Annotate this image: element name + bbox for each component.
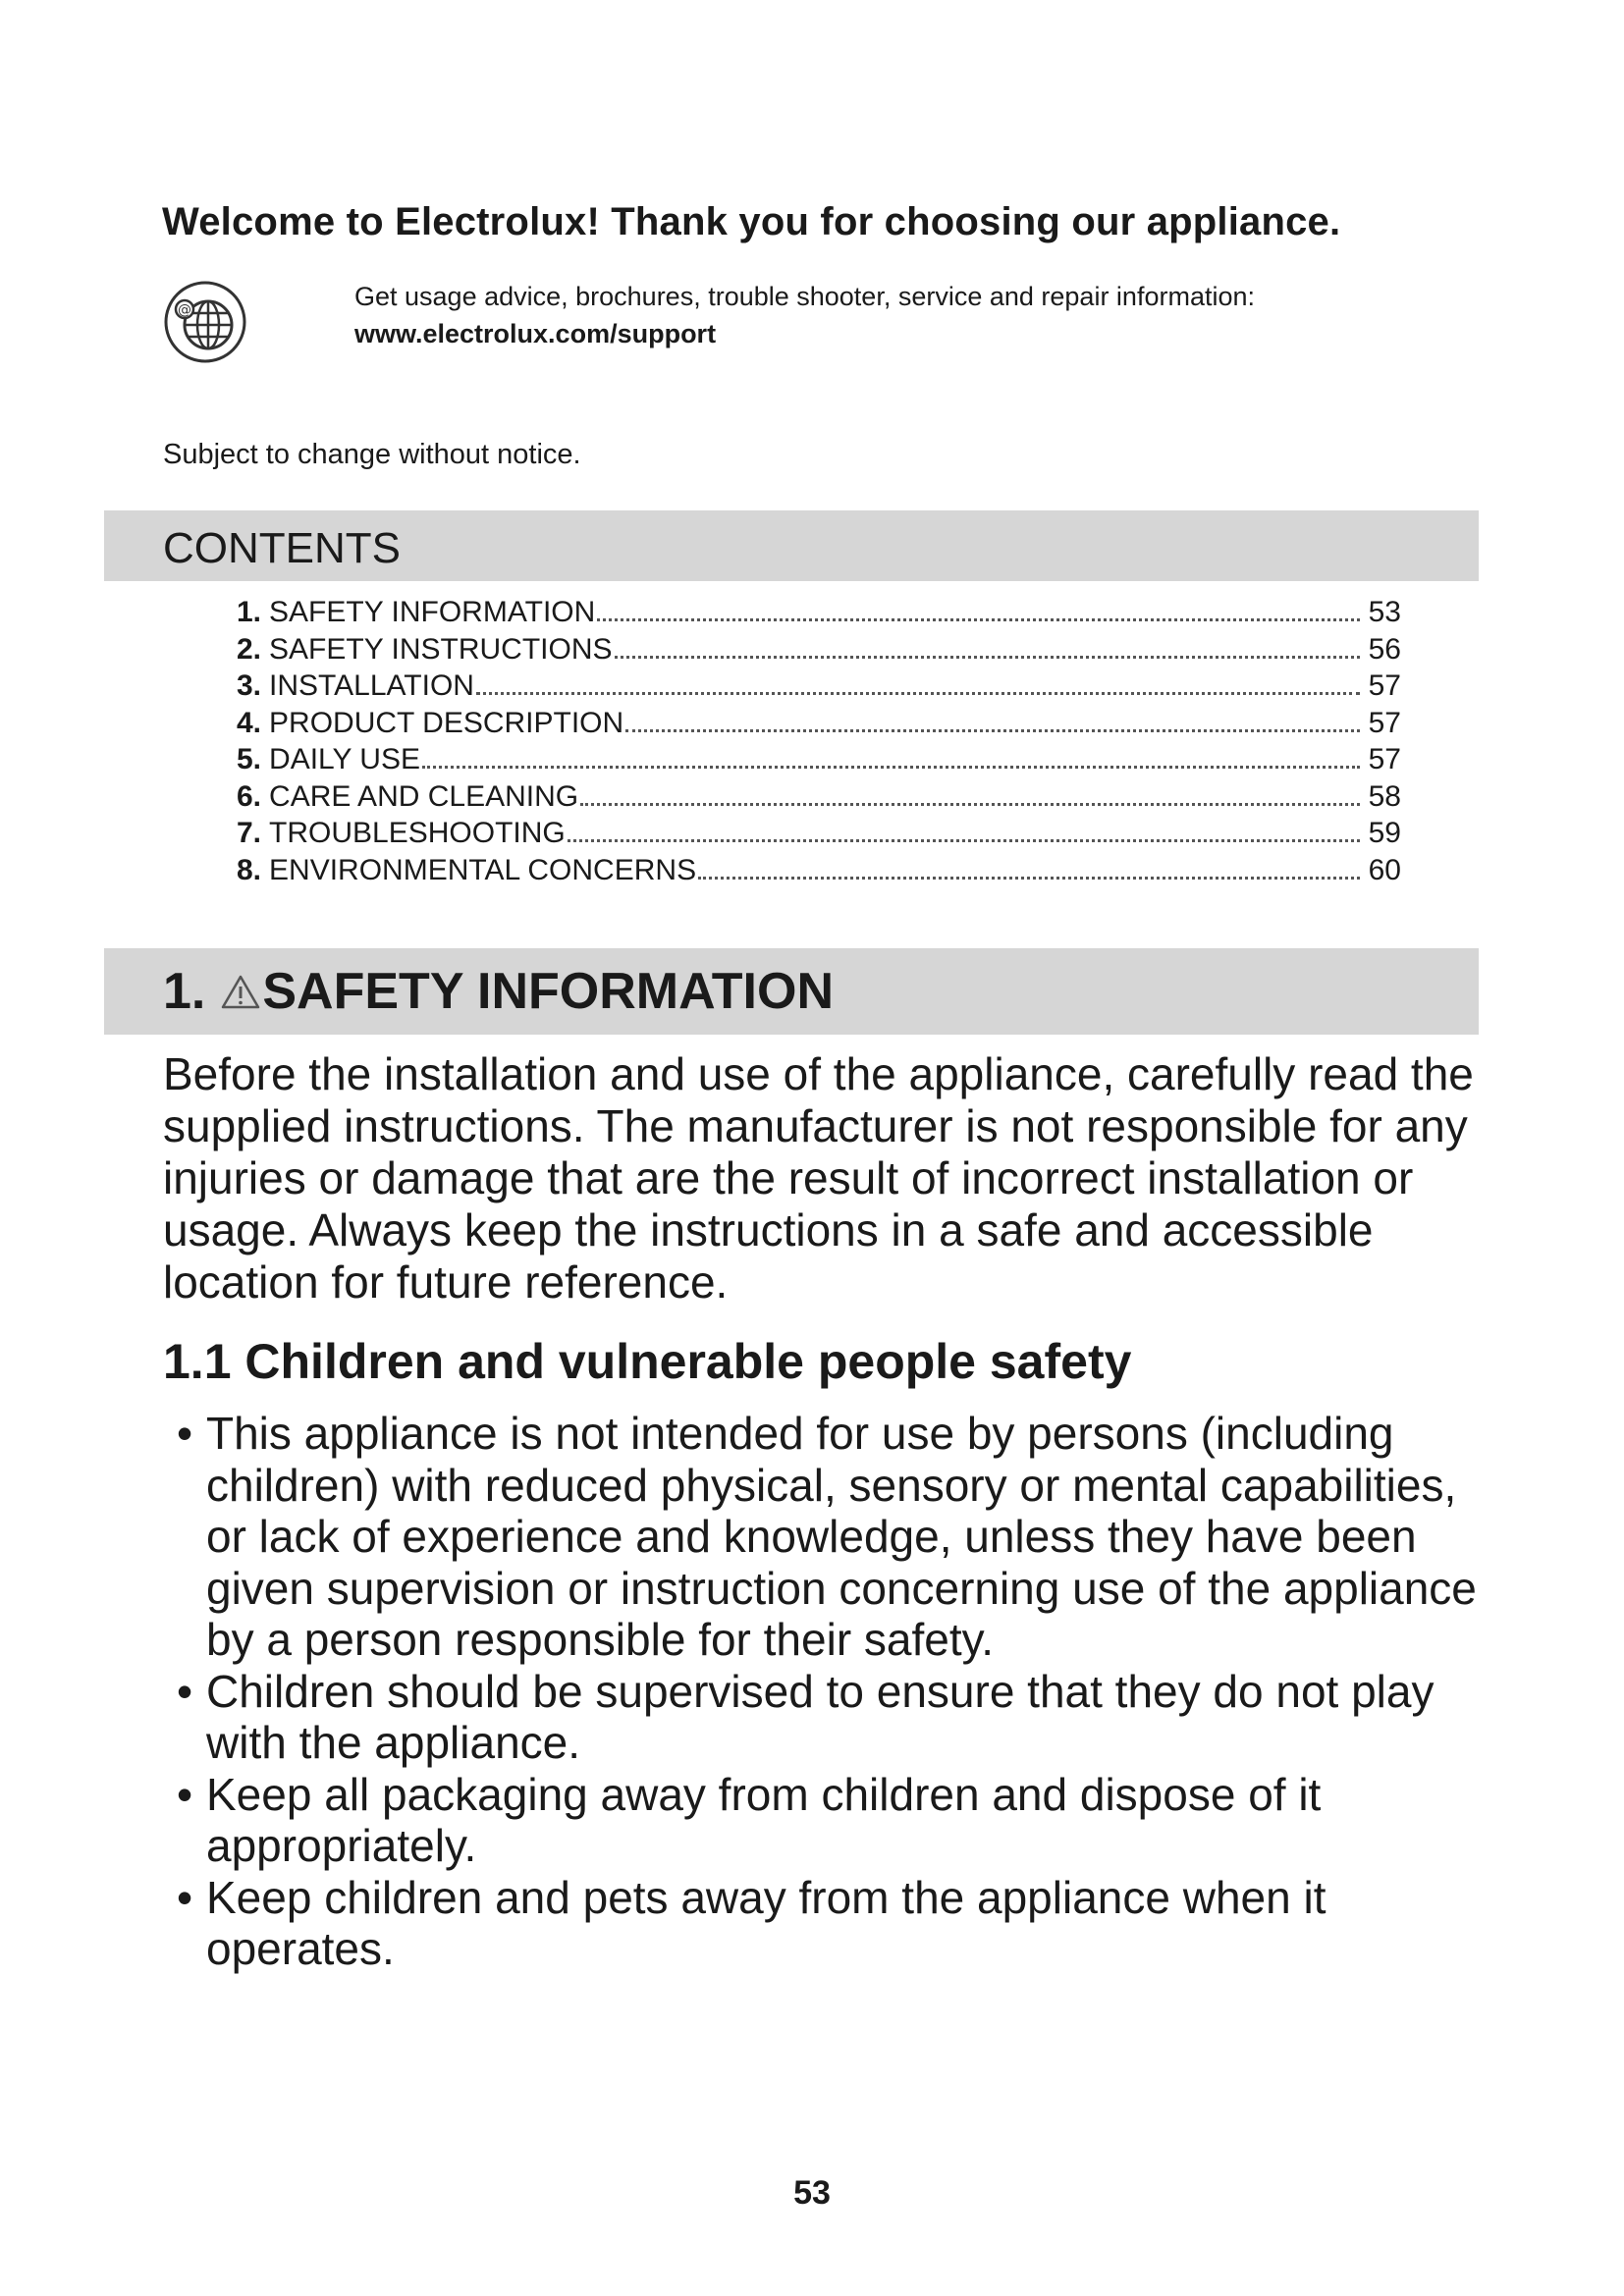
safety-heading [163, 962, 834, 1021]
toc-item-page: 59 [1368, 817, 1401, 849]
change-notice: Subject to change without notice. [163, 439, 581, 470]
toc-item[interactable] [237, 707, 1401, 744]
contents-band [104, 510, 1479, 581]
toc-item-label: TROUBLESHOOTING [269, 817, 566, 849]
toc-item-page: 57 [1368, 743, 1401, 775]
page-number: 53 [793, 2174, 831, 2212]
toc-item-page: 57 [1368, 706, 1401, 739]
toc-item-page: 56 [1368, 632, 1401, 666]
toc-item[interactable] [237, 669, 1401, 707]
toc-item[interactable] [237, 854, 1401, 891]
contents-title: CONTENTS [163, 524, 401, 572]
toc-item[interactable] [237, 780, 1401, 818]
warning-triangle-icon [221, 974, 260, 1009]
safety-bullet-list [163, 1408, 1479, 1975]
toc-item-number: 1. [237, 596, 262, 628]
safety-heading-title: SAFETY INFORMATION [262, 963, 834, 1020]
bullet-item: • Children should be supervised to ensure that they do not play with the appliance. [163, 1666, 1479, 1769]
table-of-contents [237, 596, 1401, 890]
toc-item-number: 6. [237, 779, 262, 813]
toc-item-label: SAFETY INFORMATION [269, 596, 596, 628]
globe-web-icon [163, 280, 247, 364]
toc-item-number: 4. [237, 706, 262, 739]
toc-item-label: PRODUCT DESCRIPTION [269, 706, 624, 739]
toc-item-label: ENVIRONMENTAL CONCERNS [269, 853, 697, 886]
toc-item-page: 60 [1368, 853, 1401, 886]
toc-item-number: 3. [237, 669, 262, 702]
toc-dot-leader [615, 656, 1360, 659]
toc-item-number: 7. [237, 817, 262, 849]
toc-dot-leader [625, 729, 1360, 732]
safety-intro-paragraph: Before the installation and use of the appliance, carefully read the supplied instructions. The manufacturer is not responsible for any injuries or damage that are the result of incorrect installation or usage. Always keep the instructions in a safe and accessible location for future reference. [163, 1048, 1474, 1308]
svg-text:@: @ [178, 302, 191, 318]
welcome-heading: Welcome to Electrolux! Thank you for choosing our appliance. [162, 200, 1341, 243]
support-description: Get usage advice, brochures, trouble shooter, service and repair information: [354, 282, 1255, 311]
toc-item-number: 8. [237, 853, 262, 886]
toc-item-number: 2. [237, 632, 262, 666]
toc-dot-leader [568, 839, 1360, 842]
toc-item-page: 58 [1368, 779, 1401, 813]
toc-item-label: CARE AND CLEANING [269, 779, 579, 813]
toc-item-label: SAFETY INSTRUCTIONS [269, 632, 613, 666]
subsection-heading: 1.1 Children and vulnerable people safety [163, 1334, 1132, 1389]
bullet-item: • This appliance is not intended for use by persons (including children) with reduced physical, sensory or mental capabilities, or lack of experience and knowledge, unless they have been given supervision or instruction concerning use of the appliance by a person responsible for their safety. [163, 1408, 1479, 1666]
toc-item[interactable] [237, 743, 1401, 780]
toc-item[interactable] [237, 596, 1401, 633]
safety-heading-number: 1. [163, 963, 206, 1020]
toc-dot-leader [422, 766, 1360, 769]
toc-dot-leader [698, 877, 1360, 880]
bullet-item: • Keep all packaging away from children and dispose of it appropriately. [163, 1769, 1479, 1872]
support-info [354, 278, 1255, 352]
support-url-link[interactable]: www.electrolux.com/support [354, 319, 717, 348]
bullet-item: • Keep children and pets away from the appliance when it operates. [163, 1872, 1479, 1975]
toc-item[interactable] [237, 633, 1401, 670]
toc-item-page: 57 [1368, 669, 1401, 702]
toc-item-number: 5. [237, 743, 262, 775]
safety-band [104, 948, 1479, 1035]
toc-dot-leader [597, 618, 1360, 621]
toc-item-page: 53 [1368, 596, 1401, 628]
toc-item-label: INSTALLATION [269, 669, 474, 702]
toc-dot-leader [580, 803, 1360, 806]
toc-item-label: DAILY USE [269, 743, 420, 775]
toc-item[interactable] [237, 817, 1401, 854]
toc-dot-leader [476, 692, 1360, 695]
